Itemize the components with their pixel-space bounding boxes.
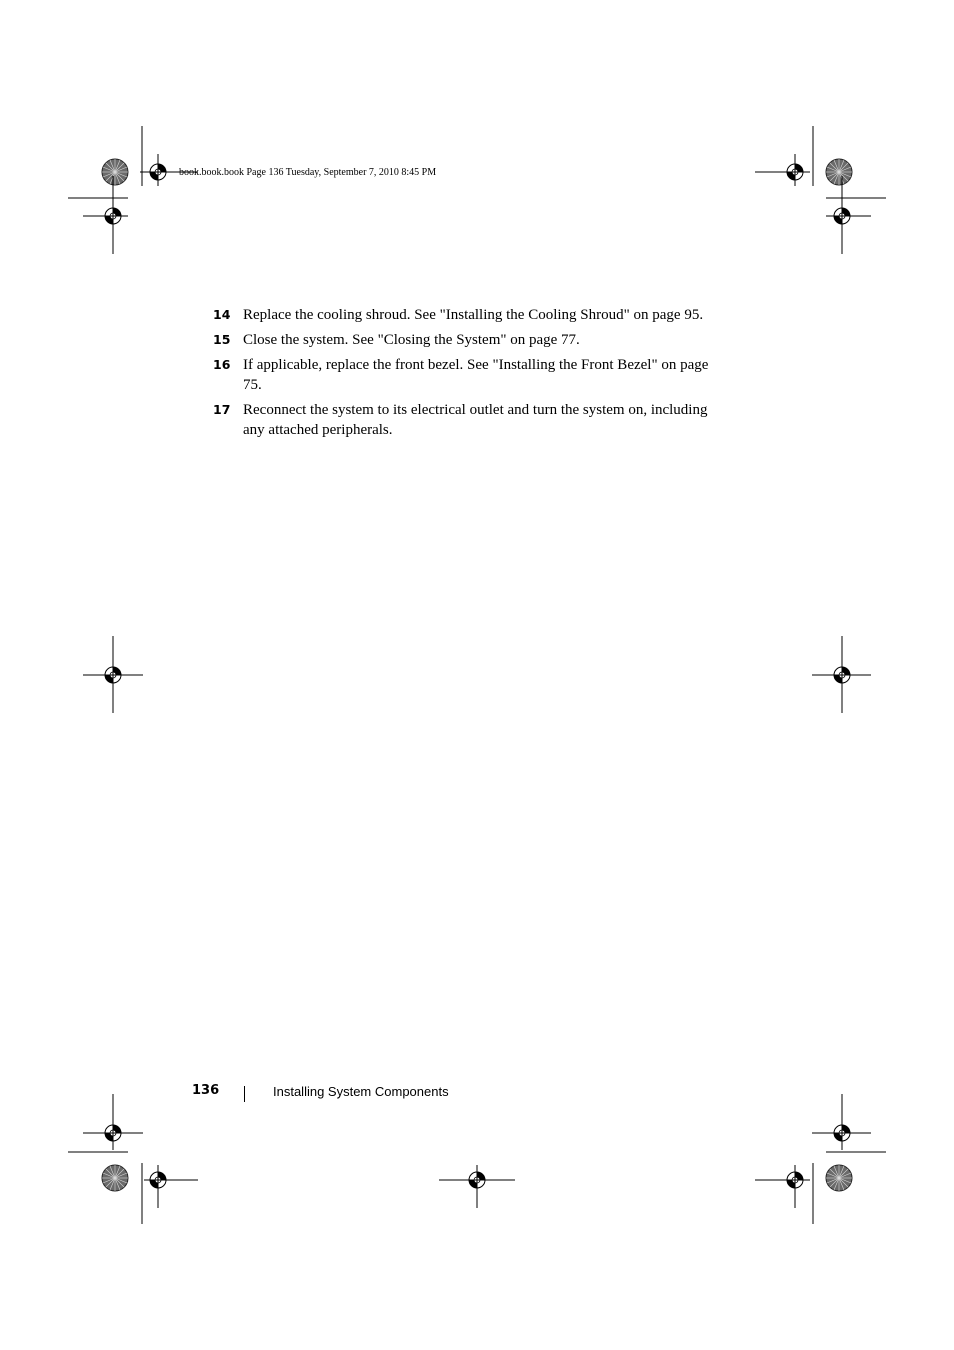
step-number: 15 [213, 332, 231, 347]
step-text: Replace the cooling shroud. See "Installing the Cooling Shroud" on page 95. [243, 307, 704, 323]
step-number: 17 [213, 402, 231, 417]
footer-divider [244, 1086, 245, 1102]
step-text: If applicable, replace the front bezel. See "Installing the Front Bezel" on page 75. [243, 357, 709, 393]
color-target-icon [102, 159, 128, 185]
step-item [213, 355, 713, 395]
footer-section-title: Installing System Components [273, 1084, 449, 1099]
color-target-icon [102, 1165, 128, 1191]
print-slug-line: book.book.book Page 136 Tuesday, September 7, 2010 8:45 PM [179, 167, 437, 178]
color-target-icon [826, 159, 852, 185]
step-item [213, 400, 713, 440]
page-number: 136 [192, 1083, 220, 1098]
step-text: Reconnect the system to its electrical outlet and turn the system on, including any attached peripherals. [243, 402, 708, 438]
color-target-icon [826, 1165, 852, 1191]
step-item [213, 305, 713, 325]
step-item [213, 330, 713, 350]
step-number: 16 [213, 357, 231, 372]
step-number: 14 [213, 307, 231, 322]
step-text: Close the system. See "Closing the System" on page 77. [243, 332, 580, 348]
procedure-steps [213, 305, 713, 445]
